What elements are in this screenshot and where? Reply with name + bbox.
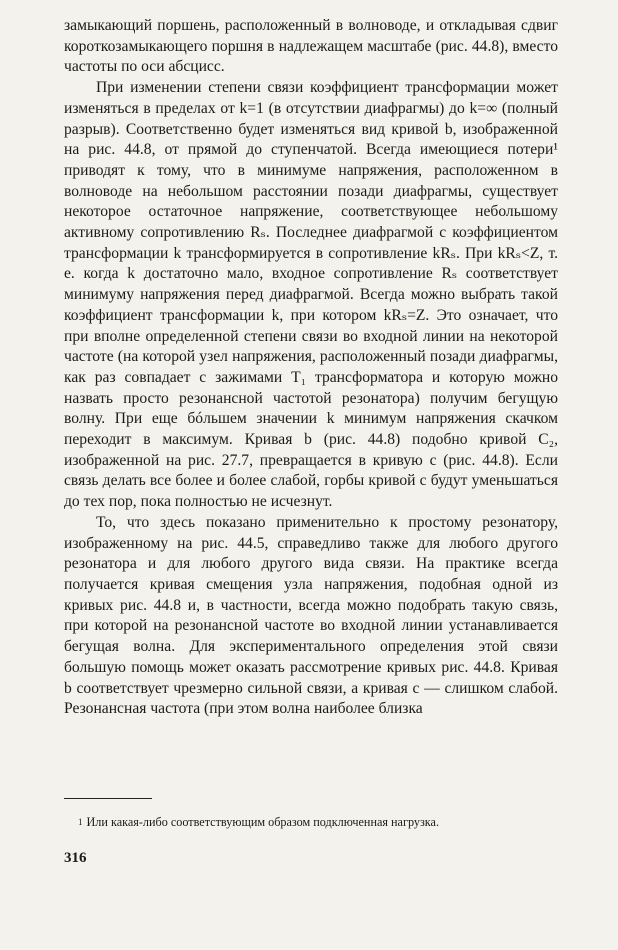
paragraph-2: При изменении степени связи коэффициент трансформации может изменяться в пределах от k=1 (в отсутствии диафрагмы) до k=∞ (полный разрыв). Соответственно будет изменяться вид кривой b, изображенной на рис. 44.8, от прямой до ступенчатой. Всегда имеющиеся потери¹ приводят к тому, что в минимуме напряжения, расположенном в волноводе на небольшом расстоянии позади диафрагмы, существует некоторое остаточное напряжение, соответствующее небольшому активному сопротивлению Rₛ. Последнее диафрагмой с коэффициентом трансформации k трансформируется в сопротивление kRₛ. При kRₛ<Z, т. е. когда k достаточно мало, входное сопротивление Rₛ соответствует минимуму напряжения перед диафрагмой. Всегда можно выбрать такой коэффициент трансформации k, при котором kRₛ=Z. Это означает, что при вполне определенной степени связи во входной линии на некоторой частоте (на которой узел напряжения, расположенный позади диафрагмы, как раз совпадает с зажимами T₁ трансформатора и которую можно назвать просто резонансной частотой резонатора) получим бегущую волну. При еще бóльшем значении k минимум напряжения скачком переходит в максимум. Кривая b (рис. 44.8) подобно кривой C₂, изображенной на рис. 27.7, превращается в кривую c (рис. 44.8). Если связь делать все более и более слабой, горбы кривой c будут уменьшаться до тех пор, пока полностью не исчезнут. [64,79,558,511]
body-text [64,16,558,720]
paragraph-1: замыкающий поршень, расположенный в волноводе, и откладывая сдвиг короткозамыкающего поршня в надлежащем масштабе (рис. 44.8), вместо частоты по оси абсцисс. [64,17,558,76]
footnote [64,814,558,831]
paragraph-3: То, что здесь показано применительно к простому резонатору, изображенному на рис. 44.5, справедливо также для любого другого резонатора и для любого другого вида связи. На практике всегда получается кривая смещения узла напряжения, подобная одной из кривых рис. 44.8 и, в частности, всегда можно подобрать такую связь, при которой на резонансной частоте во входной линии устанавливается бегущая волна. Для экспериментального определения этой связи большую помощь может оказать рассмотрение кривых рис. 44.8. Кривая b соответствует чрезмерно сильной связи, а кривая c — слишком слабой. Резонансная частота (при этом волна наиболее близка [64,513,558,718]
footnote-divider [64,798,152,799]
footnote-text: Или какая-либо соответствующим образом подключенная нагрузка. [86,815,440,829]
page-number: 316 [64,850,87,866]
footnote-mark: 1 [78,817,83,827]
